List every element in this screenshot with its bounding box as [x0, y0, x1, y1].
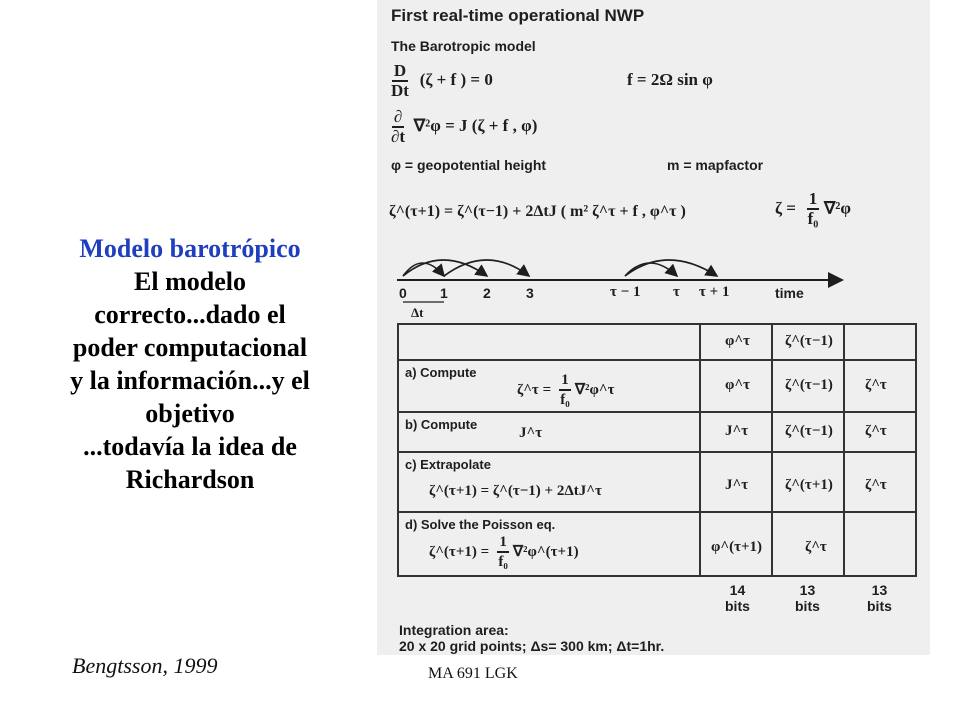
- table-cell: J^τ: [725, 477, 749, 493]
- table-divider: [399, 411, 915, 413]
- axis-label-time: time: [775, 285, 804, 301]
- integration-area-title: Integration area:: [399, 622, 509, 638]
- equation-vorticity: [775, 190, 851, 228]
- step-label: d) Solve the Poisson eq.: [405, 517, 556, 532]
- table-divider: [399, 451, 915, 453]
- scan-subheading: The Barotropic model: [391, 38, 536, 54]
- bits-count: 14: [729, 582, 746, 598]
- time-axis-diagram: [377, 248, 930, 328]
- bits-label: [725, 582, 750, 614]
- equation-coriolis: f = 2Ω sin φ: [627, 70, 713, 89]
- equation-barotropic: [391, 108, 537, 146]
- table-cell: J^τ: [725, 423, 749, 439]
- body-line: ...todavía la idea de: [83, 432, 297, 461]
- bits-unit: bits: [725, 598, 750, 614]
- tick-label: 1: [440, 285, 448, 301]
- leapfrog-arrow: [444, 260, 529, 276]
- header-cell: φ^τ: [725, 333, 750, 349]
- body-line: correcto...dado el: [94, 300, 286, 329]
- body-line: El modelo: [134, 267, 246, 296]
- formula-lhs: ζ^(τ+1) =: [429, 543, 490, 560]
- eq3-denominator: f₀: [807, 209, 819, 228]
- eq2-body: ∇²φ = J (ζ + f , φ): [413, 116, 538, 136]
- table-cell: ζ^τ: [865, 477, 887, 493]
- eq1-body: (ζ + f ) = 0: [419, 70, 493, 90]
- step-formula: ζ^(τ+1) = ζ^(τ−1) + 2ΔtJ^τ: [429, 483, 602, 499]
- bits-label: [867, 582, 892, 614]
- eq3-laplacian: ∇²φ: [823, 198, 852, 218]
- step-label: c) Extrapolate: [405, 457, 491, 472]
- definition-phi: φ = geopotential height: [391, 157, 547, 173]
- table-cell: ζ^τ: [805, 539, 827, 555]
- step-formula: [429, 533, 579, 571]
- table-column-divider: [699, 325, 701, 575]
- citation: Bengtsson, 1999: [72, 653, 218, 678]
- leapfrog-arrow: [403, 263, 444, 276]
- eq3-numerator: 1: [808, 189, 818, 208]
- eq3-zeta: ζ =: [775, 198, 796, 218]
- tick-label: τ: [673, 284, 680, 300]
- leapfrog-arrow: [625, 260, 717, 276]
- step-label: a) Compute: [405, 365, 477, 380]
- table-cell: φ^τ: [725, 377, 750, 393]
- equation-material-derivative: [391, 62, 493, 100]
- eq2-numerator: ∂: [393, 107, 403, 126]
- table-cell: ζ^(τ+1): [785, 477, 833, 493]
- leapfrog-arrow: [625, 263, 677, 276]
- table-cell: ζ^τ: [865, 423, 887, 439]
- integration-area-details: 20 x 20 grid points; Δs= 300 km; Δt=1hr.: [399, 638, 665, 654]
- table-cell: ζ^(τ−1): [785, 377, 833, 393]
- frac-denominator: f₀: [560, 392, 570, 408]
- formula-rhs: ∇²φ^τ: [574, 381, 615, 398]
- body-line: Richardson: [125, 465, 255, 494]
- slide-title: Modelo barotrópico: [79, 234, 301, 263]
- bits-label: [795, 582, 820, 614]
- bits-count: 13: [871, 582, 888, 598]
- table-column-divider: [771, 325, 773, 575]
- eq1-denominator: Dt: [391, 81, 409, 100]
- table-divider: [399, 511, 915, 513]
- table-cell: ζ^(τ−1): [785, 423, 833, 439]
- step-formula: J^τ: [519, 425, 543, 441]
- formula-lhs: ζ^τ =: [517, 381, 552, 398]
- frac-denominator: f₀: [498, 554, 508, 570]
- bits-unit: bits: [867, 598, 892, 614]
- slide-text-block: [40, 232, 340, 496]
- equation-leapfrog: ζ^(τ+1) = ζ^(τ−1) + 2ΔtJ ( m² ζ^τ + f , φ^τ ): [389, 203, 686, 220]
- formula-rhs: ∇²φ^(τ+1): [513, 543, 579, 560]
- header-cell: ζ^(τ−1): [785, 333, 833, 349]
- table-cell: ζ^τ: [865, 377, 887, 393]
- algorithm-table: [397, 323, 917, 577]
- tick-label: τ − 1: [610, 284, 641, 300]
- bits-count: 13: [799, 582, 816, 598]
- table-divider: [399, 359, 915, 361]
- tick-label: τ + 1: [699, 284, 730, 300]
- leapfrog-arrow: [403, 260, 487, 276]
- definition-mapfactor: m = mapfactor: [667, 157, 764, 173]
- dt-label: Δt: [411, 305, 424, 320]
- tick-label: 3: [526, 285, 534, 301]
- scanned-page: [377, 0, 930, 655]
- eq1-numerator: D: [393, 61, 407, 80]
- tick-label: 2: [483, 285, 491, 301]
- table-cell: φ^(τ+1): [711, 539, 763, 555]
- tick-label: 0: [399, 285, 407, 301]
- body-line: poder computacional: [72, 333, 308, 362]
- slide-footer: MA 691 LGK: [428, 665, 518, 682]
- bits-unit: bits: [795, 598, 820, 614]
- scan-heading: First real-time operational NWP: [391, 6, 645, 25]
- body-line: y la información...y el: [70, 366, 310, 395]
- body-line: objetivo: [145, 399, 235, 428]
- eq2-denominator: ∂t: [391, 127, 406, 146]
- step-label: b) Compute: [405, 417, 478, 432]
- frac-numerator: 1: [559, 371, 571, 391]
- step-formula: [517, 371, 615, 409]
- table-column-divider: [843, 325, 845, 575]
- frac-numerator: 1: [497, 533, 509, 553]
